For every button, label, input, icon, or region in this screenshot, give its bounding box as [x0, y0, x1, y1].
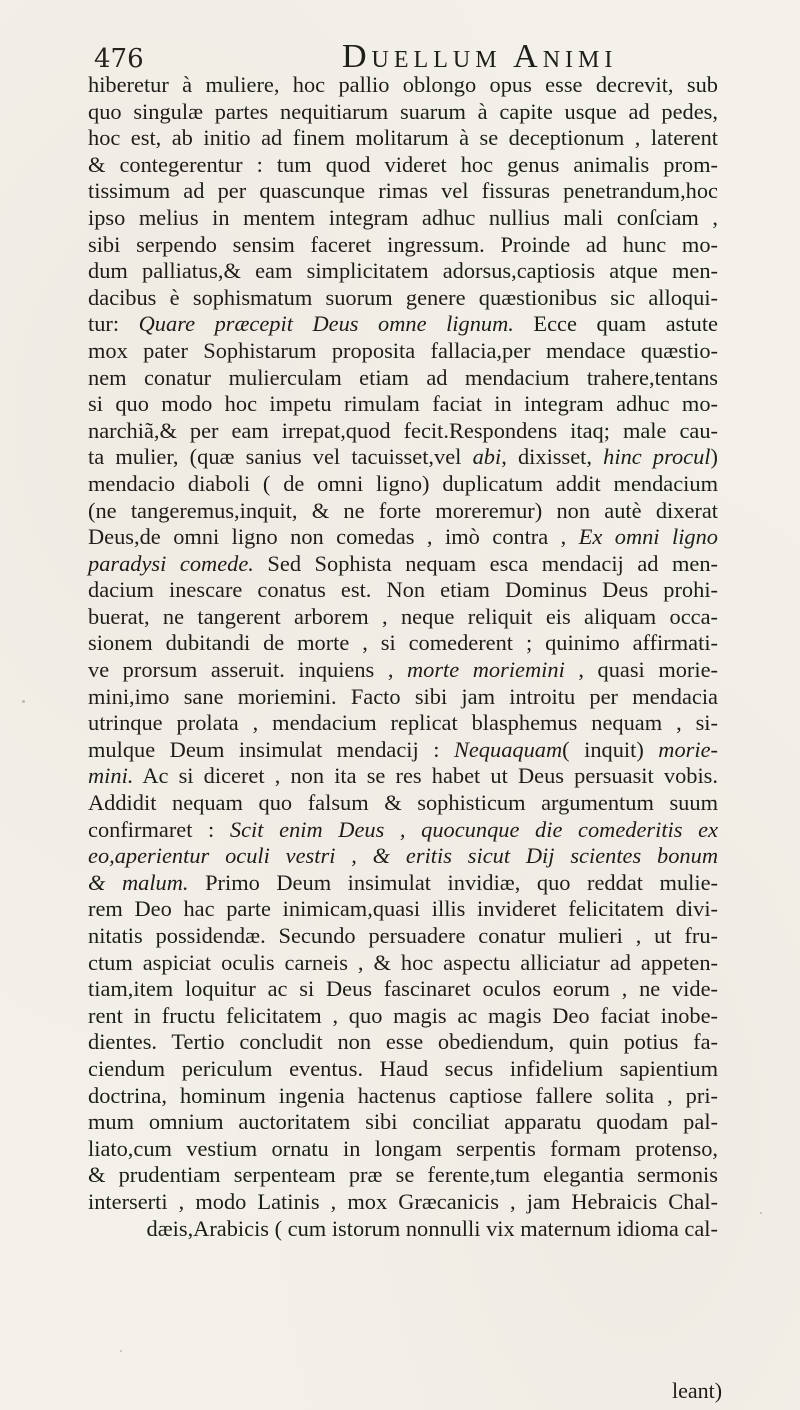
text-segment: sibi serpendo sensim faceret ingressum. Proinde ad hunc mo-: [88, 231, 718, 257]
text-line: [88, 896, 718, 923]
text-segment: tur:: [88, 311, 139, 337]
paper-speck: [760, 1212, 762, 1214]
text-segment: & prudentiam serpenteam præ se ferente,tum elegantia sermonis: [88, 1162, 718, 1188]
text-line: [88, 498, 718, 525]
text-segment: ( inquit): [562, 736, 659, 762]
text-line: [88, 577, 718, 604]
text-line: [88, 843, 718, 870]
text-segment: interserti , modo Latinis , mox Græcanicis , jam Hebraicis Chal-: [88, 1188, 718, 1214]
text-segment: hiberetur à muliere, hoc pallio oblongo opus esse decrevit, sub: [88, 72, 718, 97]
text-line: [88, 99, 718, 126]
text-segment: doctrina, hominum ingenia hactenus captiose fallere solita , pri-: [88, 1082, 718, 1108]
text-line: [88, 630, 718, 657]
text-line: [88, 604, 718, 631]
text-segment: ciendum periculum eventus. Haud secus infidelium sapientium: [88, 1055, 718, 1081]
text-segment: Ecce quam astute: [513, 311, 718, 337]
text-segment: nem conatur mulierculam etiam ad mendacium trahere,tentans: [88, 364, 718, 390]
paper-speck: [120, 1350, 122, 1352]
italic-text-segment: paradysi comede.: [88, 550, 254, 576]
text-line: [88, 72, 718, 99]
text-line: [88, 444, 718, 471]
italic-text-segment: mini.: [88, 763, 134, 789]
text-segment: ve prorsum asseruit. inquiens ,: [88, 657, 407, 683]
text-segment: buerat, ne tangerent arborem , neque reliquit eis aliquam occa-: [88, 603, 718, 629]
text-line: [88, 1162, 718, 1189]
text-segment: , quasi morie-: [564, 657, 718, 683]
text-line: [88, 391, 718, 418]
text-segment: quo singulæ partes nequitiarum suarum à capite usque ad pedes,: [88, 98, 718, 124]
text-segment: ipso melius in mentem integram adhuc nullius mali conſciam ,: [88, 204, 718, 230]
page-number: 476: [94, 44, 144, 74]
text-line: [88, 1029, 718, 1056]
text-segment: & contegerentur : tum quod videret hoc genus animalis prom-: [88, 151, 718, 177]
text-segment: hoc est, ab initio ad finem molitarum à se deceptionum , laterent: [88, 125, 718, 151]
text-line: [88, 205, 718, 232]
paper-speck: [22, 700, 25, 703]
text-line: [88, 1003, 718, 1030]
text-line: [88, 817, 718, 844]
italic-text-segment: Nequaquam: [453, 736, 563, 762]
text-segment: , dixisset,: [501, 444, 604, 470]
text-segment: mendacio diaboli ( de omni ligno) duplicatum addit mendacium: [88, 470, 718, 496]
italic-text-segment: Ex omni ligno: [578, 524, 718, 550]
italic-text-segment: eo,aperientur oculi vestri , & eritis sicut Dij scientes bonum: [88, 843, 718, 869]
text-segment: tiam,item loquitur ac si Deus fascinaret oculos eorum , ne vide-: [88, 976, 718, 1002]
text-line: [88, 763, 718, 790]
text-line: [88, 551, 718, 578]
text-line: [88, 285, 718, 312]
text-line: [88, 684, 718, 711]
text-segment: Sed Sophista nequam esca mendacij ad men-: [253, 550, 719, 576]
text-segment: Primo Deum insimulat invidiæ, quo reddat mulie-: [188, 869, 718, 895]
text-line: [88, 365, 718, 392]
text-line: [88, 1056, 718, 1083]
italic-text-segment: & malum.: [88, 869, 189, 895]
text-segment: mulque Deum insimulat mendacij :: [88, 736, 454, 762]
catchword: leant): [672, 1378, 723, 1403]
text-segment: ctum aspiciat oculis carneis , & hoc aspectu alliciatur ad appeten-: [88, 949, 718, 975]
text-line: [88, 1136, 718, 1163]
text-segment: dientes. Tertio concludit non esse obediendum, quin potius fa-: [88, 1029, 718, 1055]
text-line: [88, 1109, 718, 1136]
text-segment: utrinque prolata , mendacium replicat blasphemus nequam , si-: [88, 710, 718, 736]
text-line: [88, 790, 718, 817]
italic-text-segment: Scit enim Deus , quocunque die comederitis ex: [229, 816, 718, 842]
italic-text-segment: morte moriemini: [406, 657, 565, 683]
text-line: [88, 657, 718, 684]
text-segment: dum palliatus,& eam simplicitatem adorsus,captiosis atque men-: [88, 258, 718, 284]
running-head: Duellum Animi: [342, 38, 618, 75]
text-line: [88, 737, 718, 764]
text-segment: sionem dubitandi de morte , si comederent ; quinimo affirmati-: [88, 630, 718, 656]
text-line: [88, 232, 718, 259]
text-line: [88, 710, 718, 737]
text-segment: confirmaret :: [88, 816, 230, 842]
text-line: [88, 1083, 718, 1110]
text-line: [88, 524, 718, 551]
text-segment: nitatis possidendæ. Secundo persuadere conatur mulieri , ut fru-: [88, 923, 718, 948]
text-segment: dæis,Arabicis ( cum istorum nonnulli vix maternum idioma cal-: [146, 1215, 718, 1241]
text-line: [88, 471, 718, 498]
text-segment: ): [710, 444, 718, 470]
text-line: [88, 418, 718, 445]
text-segment: rem Deo hac parte inimicam,quasi illis invideret felicitatem divi-: [88, 896, 718, 922]
text-segment: mini,imo sane moriemini. Facto sibi jam introitu per mendacia: [88, 683, 718, 709]
text-line: [88, 338, 718, 365]
text-line: [88, 1216, 718, 1243]
italic-text-segment: Quare præcepit Deus omne lignum.: [138, 311, 514, 337]
body-text: [88, 72, 718, 1242]
text-segment: dacibus è sophismatum suorum genere quæstionibus sic alloqui-: [88, 284, 718, 310]
text-segment: liato,cum vestium ornatu in longam serpentis formam protenso,: [88, 1135, 718, 1161]
text-line: [88, 178, 718, 205]
text-segment: tissimum ad per quascunque rimas vel fissuras penetrandum,hoc: [88, 178, 718, 204]
text-segment: (ne tangeremus,inquit, & ne forte moreremur) non autè dixerat: [88, 497, 718, 523]
text-segment: dacium inescare conatus est. Non etiam Dominus Deus prohi-: [88, 577, 718, 603]
text-segment: ta mulier, (quæ sanius vel tacuisset,vel: [88, 444, 473, 470]
text-line: [88, 976, 718, 1003]
text-segment: rent in fructu felicitatem , quo magis ac magis Deo faciat inobe-: [88, 1002, 718, 1028]
text-segment: Addidit nequam quo falsum & sophisticum argumentum suum: [88, 790, 718, 816]
italic-text-segment: abi: [472, 444, 502, 470]
text-segment: si quo modo hoc impetu rimulam faciat in integram adhuc mo-: [88, 391, 718, 417]
text-line: [88, 152, 718, 179]
text-line: [88, 258, 718, 285]
text-segment: mox pater Sophistarum proposita fallacia,per mendace quæstio-: [88, 337, 718, 363]
text-line: [88, 870, 718, 897]
text-line: [88, 125, 718, 152]
italic-text-segment: morie-: [658, 736, 718, 762]
text-line: [88, 1189, 718, 1216]
text-segment: mum omnium auctoritatem sibi conciliat apparatu quodam pal-: [88, 1109, 718, 1135]
text-segment: narchiã,& per eam irrepat,quod fecit.Respondens itaq; male cau-: [88, 417, 718, 443]
text-line: [88, 950, 718, 977]
text-segment: Deus,de omni ligno non comedas , imò contra ,: [88, 524, 579, 550]
text-line: [88, 923, 718, 950]
text-line: [88, 311, 718, 338]
text-segment: Ac si diceret , non ita se res habet ut Deus persuasit vobis.: [133, 763, 718, 789]
italic-text-segment: hinc procul: [603, 444, 711, 470]
